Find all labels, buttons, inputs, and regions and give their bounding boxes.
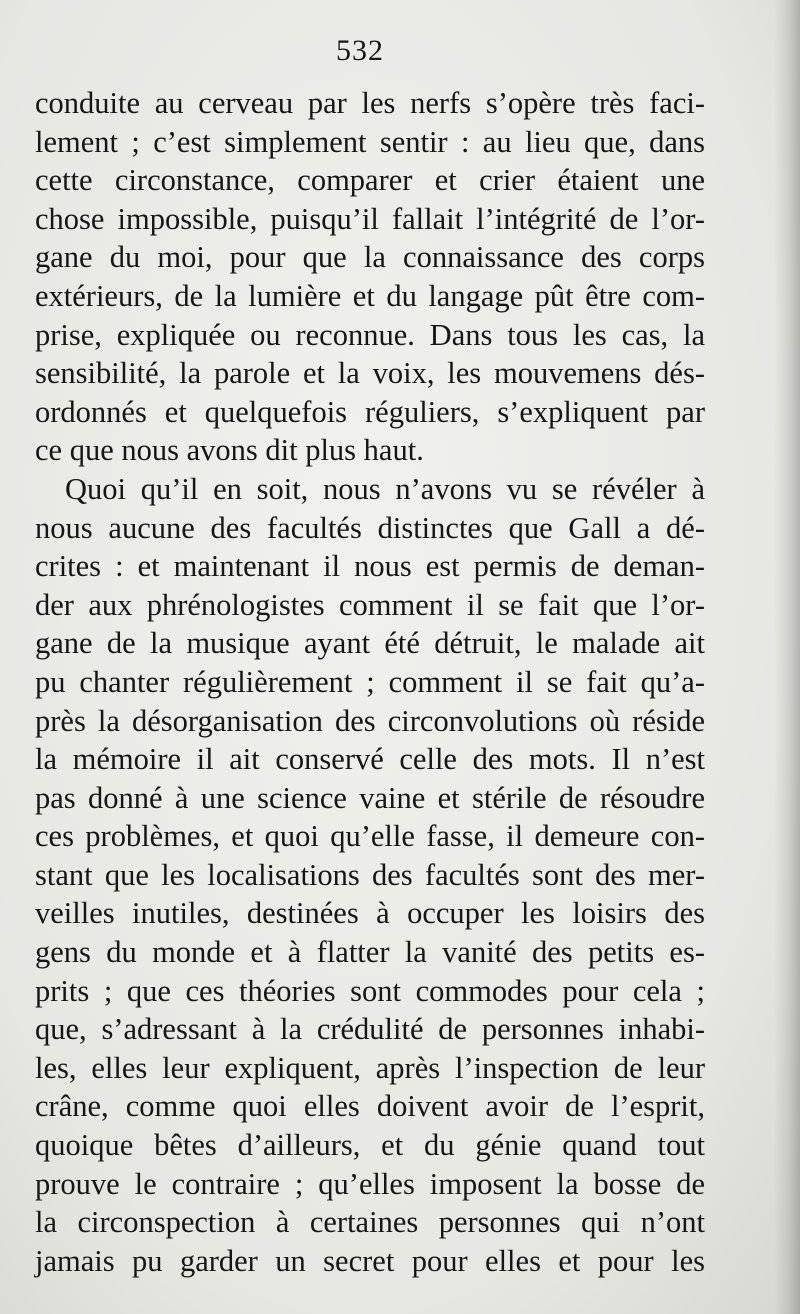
- text-line: ordonnés et quelquefois réguliers, s’expliquent par: [35, 394, 705, 429]
- body-text: [35, 84, 705, 1280]
- page-number: 532: [336, 34, 384, 67]
- text-line: crâne, comme quoi elles doivent avoir de l’esprit,: [35, 1089, 705, 1124]
- text-line: cette circonstance, comparer et crier étaient une: [35, 163, 705, 198]
- page-edge-shadow: [774, 0, 800, 1314]
- text-line: ces problèmes, et quoi qu’elle fasse, il demeure con-: [35, 819, 705, 854]
- text-line: veilles inutiles, destinées à occuper les loisirs des: [35, 896, 705, 931]
- text-line: prise, expliquée ou reconnue. Dans tous les cas, la: [35, 317, 705, 352]
- text-line: que, s’adressant à la crédulité de personnes inhabi-: [35, 1012, 705, 1047]
- text-line: extérieurs, de la lumière et du langage pût être com-: [35, 278, 705, 313]
- text-line: Quoi qu’il en soit, nous n’avons vu se révéler à: [65, 471, 705, 506]
- text-line: ce que nous avons dit plus haut.: [35, 433, 424, 468]
- text-line: stant que les localisations des facultés sont des mer-: [35, 857, 705, 892]
- text-line: gane de la musique ayant été détruit, le malade ait: [35, 626, 705, 661]
- text-line: quoique bêtes d’ailleurs, et du génie quand tout: [35, 1128, 705, 1163]
- text-line: conduite au cerveau par les nerfs s’opère très faci-: [35, 86, 705, 120]
- text-line: nous aucune des facultés distinctes que Gall a dé-: [35, 510, 705, 545]
- text-line: crites : et maintenant il nous est permis de deman-: [35, 549, 705, 584]
- text-line: jamais pu garder un secret pour elles et pour les: [35, 1243, 705, 1278]
- text-line: gane du moi, pour que la connaissance des corps: [35, 240, 705, 275]
- text-line: chose impossible, puisqu’il fallait l’intégrité de l’or-: [35, 201, 705, 236]
- text-line: les, elles leur expliquent, après l’inspection de leur: [35, 1050, 705, 1085]
- text-line: près la désorganisation des circonvolutions où réside: [35, 703, 705, 738]
- text-line: sensibilité, la parole et la voix, les mouvemens dés-: [35, 356, 705, 391]
- text-line: der aux phrénologistes comment il se fait que l’or-: [35, 587, 705, 622]
- text-line: gens du monde et à flatter la vanité des petits es-: [35, 935, 705, 970]
- text-line: prits ; que ces théories sont commodes pour cela ;: [35, 973, 705, 1008]
- text-line: lement ; c’est simplement sentir : au lieu que, dans: [35, 124, 705, 159]
- text-line: la mémoire il ait conservé celle des mots. Il n’est: [35, 742, 705, 777]
- text-line: prouve le contraire ; qu’elles imposent la bosse de: [35, 1166, 705, 1201]
- text-line: pu chanter régulièrement ; comment il se fait qu’a-: [35, 664, 705, 699]
- text-line: la circonspection à certaines personnes qui n’ont: [35, 1205, 705, 1240]
- text-line: pas donné à une science vaine et stérile de résoudre: [35, 780, 705, 815]
